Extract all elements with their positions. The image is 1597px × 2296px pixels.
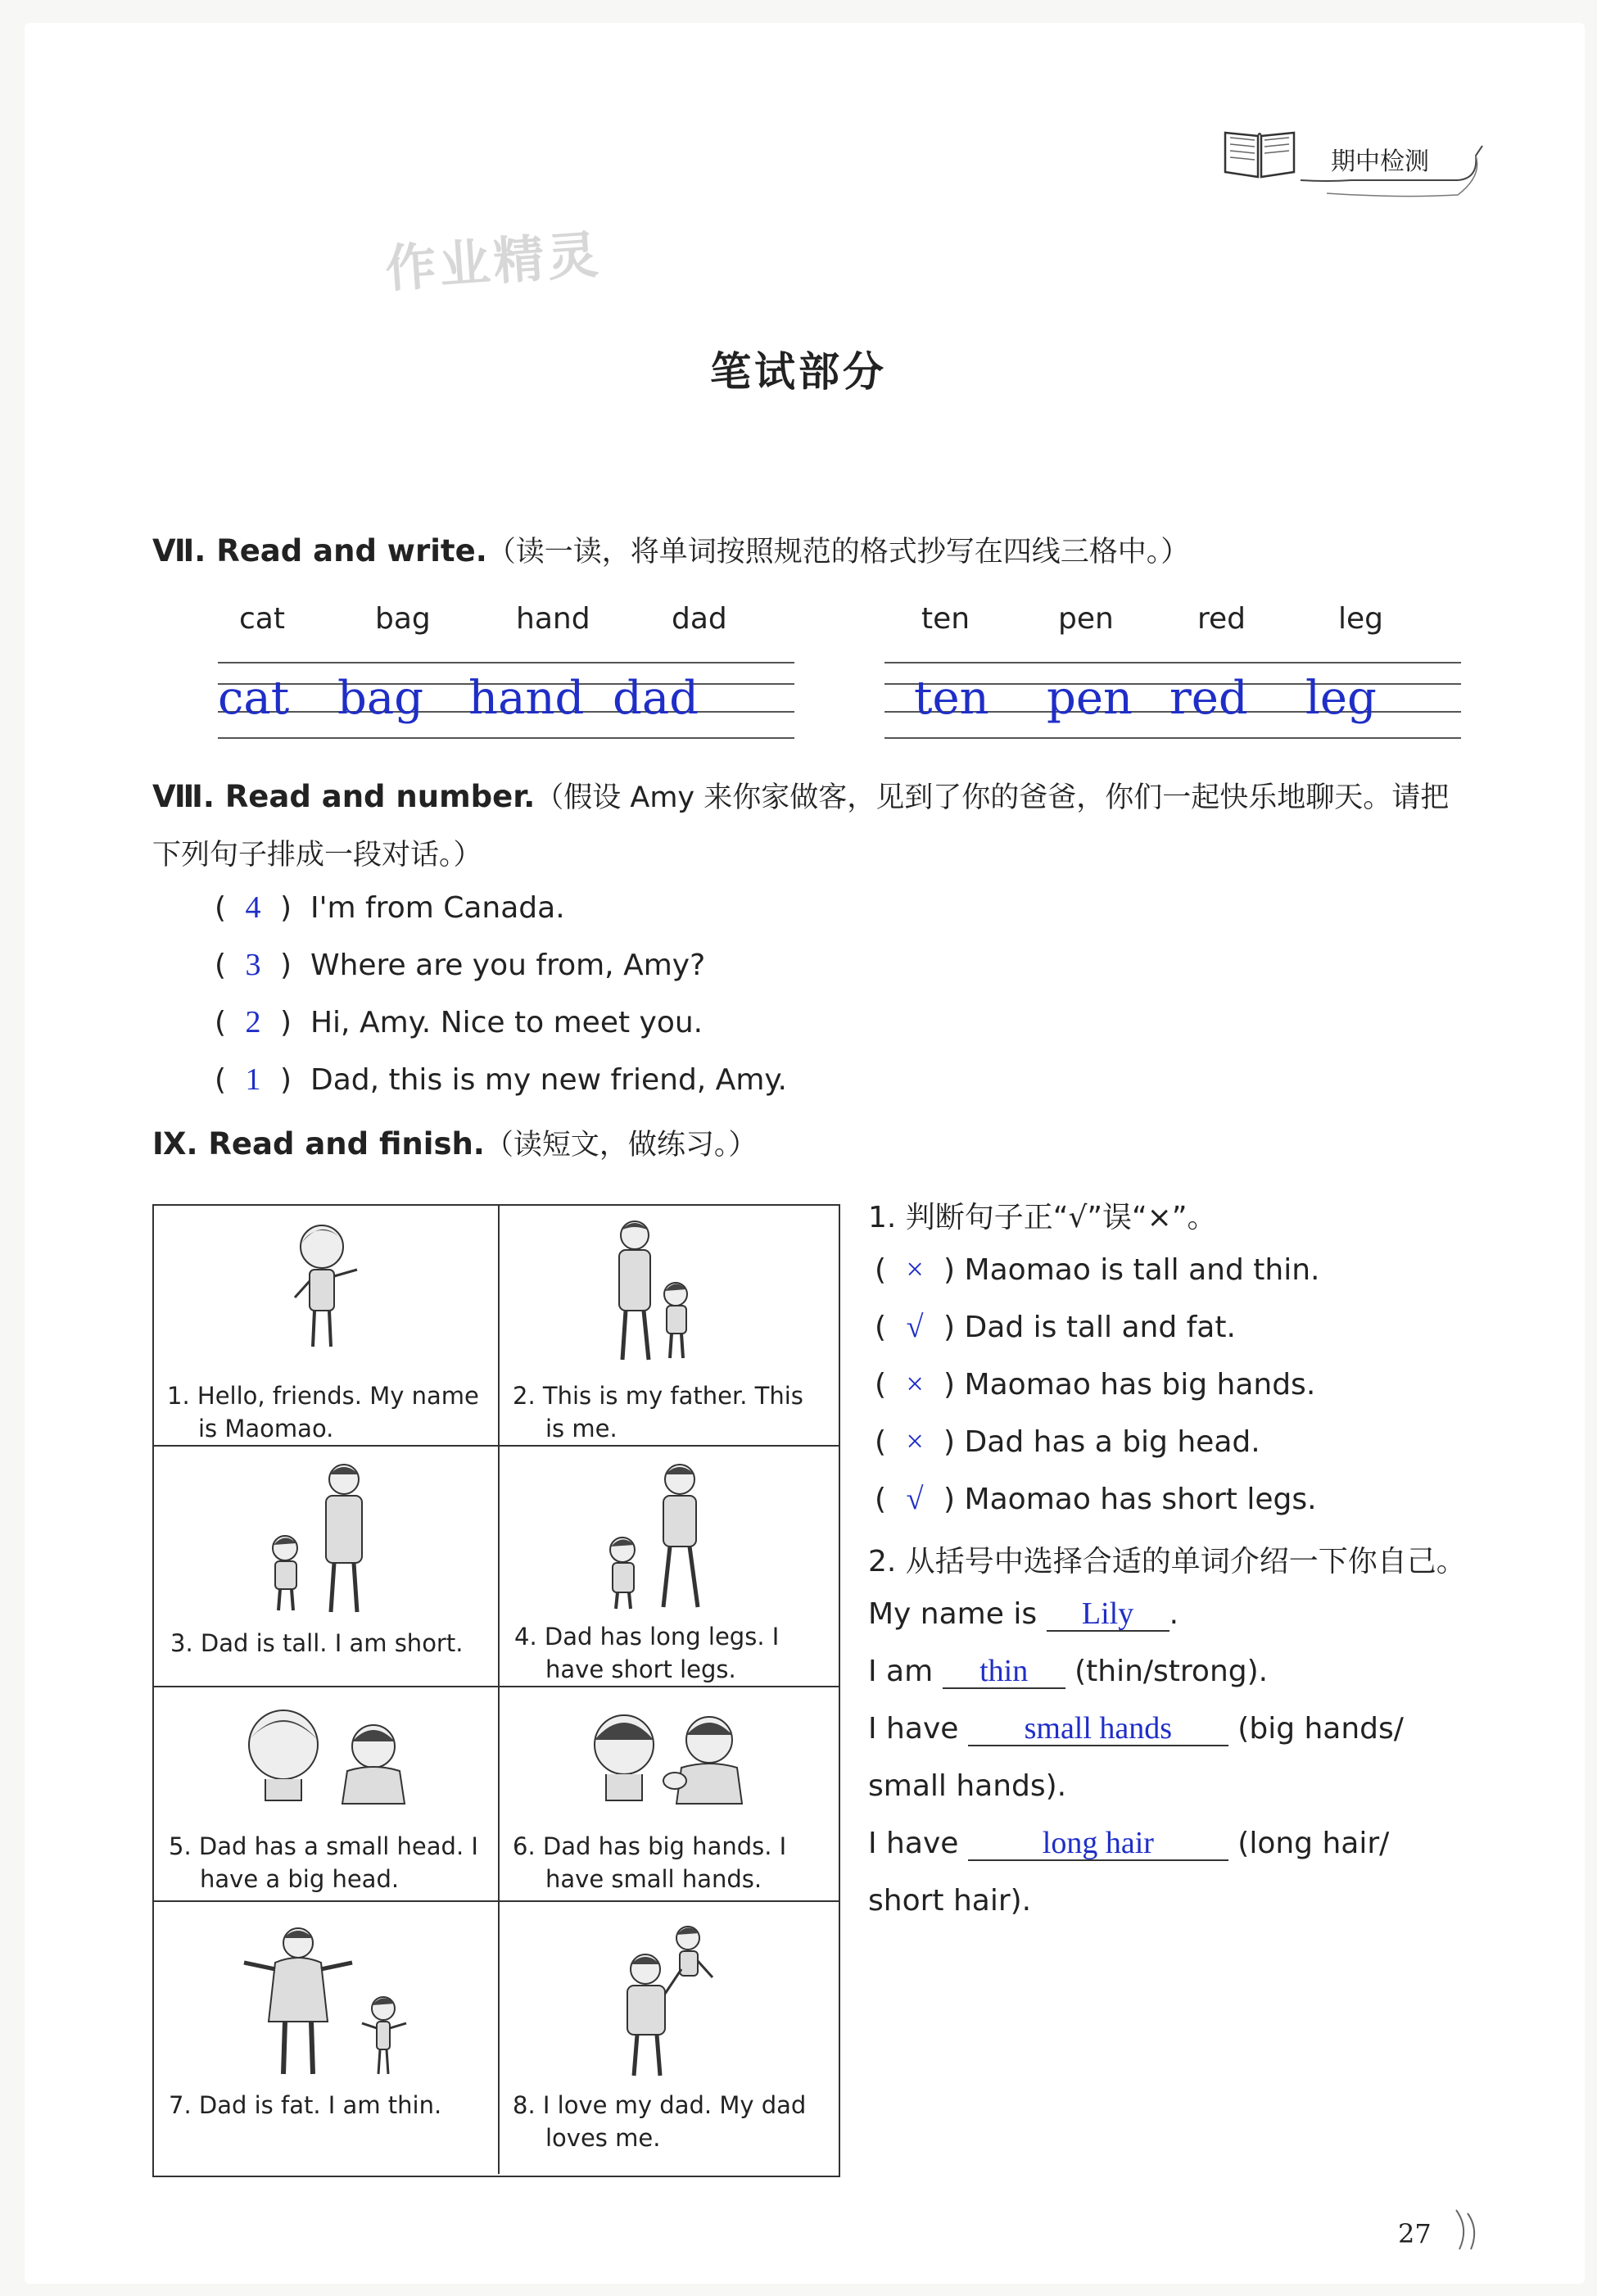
q2-line-5: [868, 1827, 1389, 1861]
q1-title: 1. 判断句子正“√”误“×”。: [868, 1201, 1217, 1234]
section8-title: Ⅷ. Read and number.: [152, 779, 536, 814]
written-word: cat: [218, 672, 290, 725]
q2-answer: Lily: [1047, 1597, 1169, 1632]
written-word: bag: [337, 672, 424, 725]
judge-item: ( √ ) Maomao has short legs.: [875, 1482, 1317, 1516]
order-answer: 3: [245, 948, 261, 982]
story-panel-8: [500, 1902, 839, 2174]
story-panel-6: [500, 1687, 839, 1902]
judge-item: ( √ ) Dad is tall and fat.: [875, 1310, 1236, 1344]
page-number: 27: [1398, 2218, 1432, 2249]
panel-caption-line1: 2. This is my father. This: [513, 1382, 803, 1410]
panel-caption-line2: is Maomao.: [198, 1415, 334, 1442]
boy-illustration: [285, 1216, 367, 1363]
panel-caption-line1: 4. Dad has long legs. I: [514, 1623, 780, 1651]
q2-line-3: [868, 1712, 1404, 1746]
story-panel-7: [154, 1902, 500, 2174]
q2-text: .: [1169, 1597, 1179, 1631]
judge-answer: √: [906, 1482, 924, 1516]
tall-short-illustration: [252, 1460, 391, 1615]
section-label: 期中检测: [1331, 147, 1429, 176]
judge-answer: ×: [906, 1367, 924, 1402]
panel-caption-line1: 7. Dad is fat. I am thin.: [169, 2091, 442, 2119]
q2-text: (big hands/: [1237, 1712, 1404, 1746]
q2-answer: small hands: [968, 1712, 1228, 1746]
q2-text: (thin/strong).: [1074, 1655, 1269, 1688]
dialogue-text: Hi, Amy. Nice to meet you.: [310, 1006, 703, 1039]
word-left-2: bag: [375, 602, 431, 636]
q2-line-6: short hair).: [868, 1884, 1032, 1918]
written-word: leg: [1305, 672, 1377, 725]
section9-title: Ⅸ. Read and finish.: [152, 1126, 485, 1162]
word-left-1: cat: [239, 602, 285, 636]
judge-text: Maomao has big hands.: [964, 1368, 1316, 1402]
panel-caption-line2: have a big head.: [200, 1865, 400, 1893]
judge-answer: √: [906, 1310, 924, 1344]
dialogue-item: ( 4 ) I'm from Canada.: [215, 890, 565, 925]
q2-answer: thin: [943, 1655, 1065, 1689]
dialogue-item: ( 1 ) Dad, this is my new friend, Amy.: [215, 1062, 787, 1097]
dialogue-item: ( 2 ) Hi, Amy. Nice to meet you.: [215, 1005, 703, 1039]
section8-note: （假设 Amy 来你家做客，见到了你的爸爸，你们一起快乐地聊天。请把: [535, 781, 1450, 814]
written-word: ten: [914, 672, 989, 725]
dialogue-text: Dad, this is my new friend, Amy.: [310, 1063, 787, 1097]
panel-caption-line1: 3. Dad is tall. I am short.: [170, 1629, 464, 1657]
word-left-3: hand: [516, 602, 590, 636]
q2-text: I have: [868, 1827, 959, 1860]
section7-note: （读一读，将单词按照规范的格式抄写在四线三格中。）: [486, 536, 1190, 568]
hands-illustration: [573, 1702, 762, 1809]
book-icon: [1222, 125, 1297, 180]
carry-illustration: [606, 1920, 729, 2084]
order-answer: 2: [245, 1005, 261, 1039]
q2-text: My name is: [868, 1597, 1038, 1631]
judge-text: Maomao has short legs.: [964, 1483, 1317, 1516]
panel-caption-line2: loves me.: [545, 2124, 661, 2152]
watermark: 作业精灵: [383, 224, 604, 300]
order-answer: 4: [245, 890, 261, 925]
q2-line-1: [868, 1597, 1179, 1632]
section9-note: （读短文，做练习。）: [484, 1129, 758, 1162]
word-right-1: ten: [921, 602, 970, 636]
judge-text: Dad has a big head.: [964, 1425, 1260, 1459]
legs-illustration: [590, 1460, 729, 1615]
q2-text: I have: [868, 1712, 959, 1746]
section9-heading: [152, 1122, 757, 1163]
father-son-illustration: [590, 1216, 721, 1367]
judge-answer: ×: [906, 1252, 924, 1287]
written-word: red: [1169, 672, 1248, 725]
q2-line-2: [868, 1655, 1268, 1689]
judge-text: Maomao is tall and thin.: [964, 1253, 1320, 1287]
panel-caption-line1: 6. Dad has big hands. I: [513, 1832, 787, 1860]
written-word: pen: [1047, 672, 1133, 725]
story-panel-1: [154, 1206, 500, 1447]
page-title: 笔试部分: [710, 348, 887, 396]
q2-line-4: small hands).: [868, 1769, 1067, 1803]
section7-heading: [152, 529, 1189, 570]
word-right-2: pen: [1058, 602, 1114, 636]
section7-title: Ⅶ. Read and write.: [152, 533, 487, 568]
q2-text: I am: [868, 1655, 934, 1688]
heads-illustration: [233, 1702, 421, 1809]
panel-caption-line2: is me.: [545, 1415, 618, 1442]
section8-heading: [152, 775, 1495, 816]
order-answer: 1: [245, 1062, 261, 1097]
panel-caption-line2: have small hands.: [545, 1865, 762, 1893]
dialogue-text: I'm from Canada.: [310, 891, 565, 925]
fat-thin-illustration: [239, 1923, 419, 2079]
section8-note-2: 下列句子排成一段对话。）: [152, 839, 482, 872]
q2-title: 2. 从括号中选择合适的单词介绍一下你自己。: [868, 1545, 1466, 1578]
page-corner-swoosh: [1451, 2207, 1484, 2253]
judge-answer: ×: [906, 1424, 924, 1459]
story-panel-5: [154, 1687, 500, 1902]
judge-item: ( × ) Maomao has big hands.: [875, 1367, 1316, 1402]
dialogue-text: Where are you from, Amy?: [310, 949, 706, 982]
story-grid: [152, 1204, 840, 2177]
story-panel-2: [500, 1206, 839, 1447]
story-panel-4: [500, 1447, 839, 1687]
panel-caption-line2: have short legs.: [545, 1655, 736, 1683]
judge-item: ( × ) Dad has a big head.: [875, 1424, 1260, 1459]
q2-answer: long hair: [968, 1827, 1228, 1861]
panel-caption-line1: 1. Hello, friends. My name: [167, 1382, 479, 1410]
q2-text: (long hair/: [1237, 1827, 1390, 1860]
story-panel-3: [154, 1447, 500, 1687]
panel-caption-line1: 5. Dad has a small head. I: [169, 1832, 478, 1860]
judge-text: Dad is tall and fat.: [964, 1311, 1236, 1344]
word-right-3: red: [1197, 602, 1246, 636]
dialogue-item: ( 3 ) Where are you from, Amy?: [215, 948, 706, 982]
word-right-4: leg: [1338, 602, 1384, 636]
panel-caption-line1: 8. I love my dad. My dad: [513, 2091, 807, 2119]
written-word: hand: [468, 672, 585, 725]
judge-item: ( × ) Maomao is tall and thin.: [875, 1252, 1320, 1287]
word-left-4: dad: [672, 602, 727, 636]
written-word: dad: [613, 672, 699, 725]
